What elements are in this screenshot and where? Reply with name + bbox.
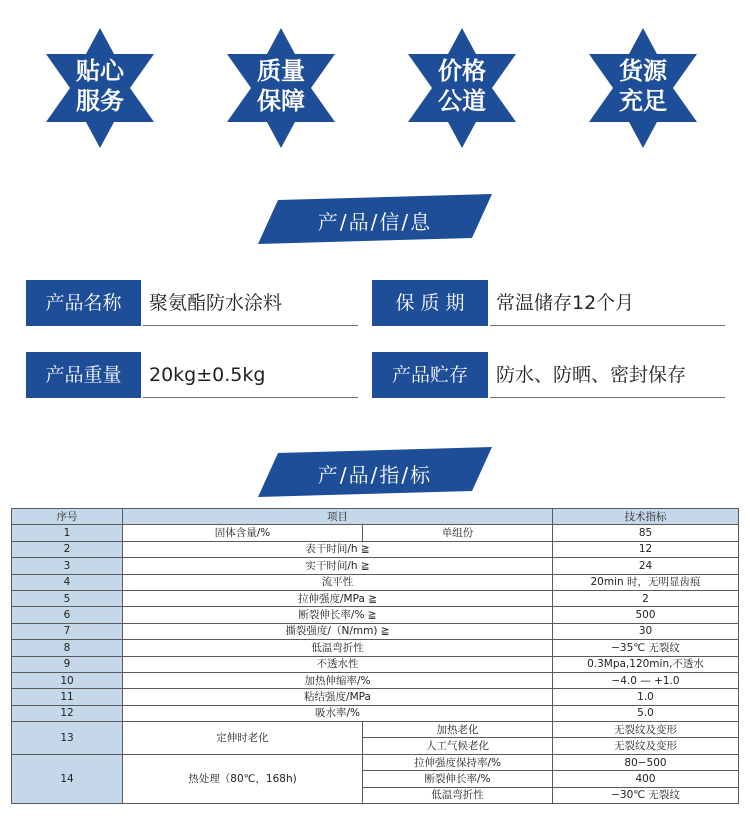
badge-line2: 充足 — [619, 87, 667, 115]
row-value: 20min 时，无明显齿痕 — [553, 574, 739, 590]
table-row — [12, 754, 739, 770]
row-sub-item: 断裂伸长率/% — [363, 771, 553, 787]
row-value: 400 — [553, 771, 739, 787]
info-value: 防水、防晒、密封保存 — [490, 352, 725, 398]
row-item: 固体含量/% — [123, 525, 363, 541]
table-row — [12, 607, 739, 623]
row-item: 拉伸强度/MPa ≧ — [123, 590, 553, 606]
row-item: 加热伸缩率/% — [123, 672, 553, 688]
info-section-title: 产/品/信/息 — [317, 210, 433, 234]
spec-section-header — [0, 447, 750, 497]
info-cell-shelf-life — [372, 280, 725, 326]
row-no: 3 — [12, 558, 123, 574]
row-no: 11 — [12, 689, 123, 705]
table-row — [12, 656, 739, 672]
row-value: 24 — [553, 558, 739, 574]
badge-supply — [583, 28, 703, 148]
table-row — [12, 574, 739, 590]
table-row — [12, 672, 739, 688]
row-sub-item: 低温弯折性 — [363, 787, 553, 803]
row-value: 2 — [553, 590, 739, 606]
row-item: 实干时间/h ≧ — [123, 558, 553, 574]
row-no: 8 — [12, 640, 123, 656]
table-row — [12, 689, 739, 705]
row-value: 5.0 — [553, 705, 739, 721]
row-item: 不透水性 — [123, 656, 553, 672]
table-row — [12, 525, 739, 541]
row-no: 5 — [12, 590, 123, 606]
info-label: 产品名称 — [26, 280, 141, 326]
header-no: 序号 — [12, 509, 123, 525]
row-no: 14 — [12, 754, 123, 803]
row-item: 撕裂强度/（N/mm) ≧ — [123, 623, 553, 639]
row-sub-item: 加热老化 — [363, 722, 553, 738]
badge-line1: 价格 — [438, 57, 486, 85]
service-badges — [0, 0, 750, 165]
table-row — [12, 722, 739, 738]
badge-service — [40, 28, 160, 148]
badge-line2: 保障 — [257, 87, 305, 115]
table-row — [12, 590, 739, 606]
row-item: 断裂伸长率/% ≧ — [123, 607, 553, 623]
table-row — [12, 623, 739, 639]
info-value: 常温储存12个月 — [490, 280, 725, 326]
row-value: 30 — [553, 623, 739, 639]
row-value: 500 — [553, 607, 739, 623]
table-row — [12, 558, 739, 574]
row-no: 12 — [12, 705, 123, 721]
badge-line2: 服务 — [76, 87, 124, 115]
row-value: 80−500 — [553, 754, 739, 770]
row-item: 流平性 — [123, 574, 553, 590]
row-value: 无裂纹及变形 — [553, 738, 739, 754]
table-row — [12, 541, 739, 557]
header-item: 项目 — [123, 509, 553, 525]
info-cell-weight — [26, 352, 358, 398]
spec-section-title: 产/品/指/标 — [317, 463, 433, 487]
row-item: 热处理（80℃，168h) — [123, 754, 363, 803]
row-value: −30℃ 无裂纹 — [553, 787, 739, 803]
table-header-row — [12, 509, 739, 525]
info-label: 产品重量 — [26, 352, 141, 398]
info-cell-name — [26, 280, 358, 326]
row-no: 9 — [12, 656, 123, 672]
row-no: 2 — [12, 541, 123, 557]
spec-table — [11, 508, 739, 804]
row-no: 10 — [12, 672, 123, 688]
badge-line2: 公道 — [438, 87, 486, 115]
row-item: 定伸时老化 — [123, 722, 363, 755]
header-value: 技术指标 — [553, 509, 739, 525]
row-no: 4 — [12, 574, 123, 590]
row-value: −35℃ 无裂纹 — [553, 640, 739, 656]
info-label: 保 质 期 — [372, 280, 488, 326]
row-value: −4.0 — +1.0 — [553, 672, 739, 688]
table-row — [12, 705, 739, 721]
row-no: 7 — [12, 623, 123, 639]
info-cell-storage — [372, 352, 725, 398]
row-value: 0.3Mpa,120min,不透水 — [553, 656, 739, 672]
badge-line1: 货源 — [619, 57, 667, 85]
row-no: 13 — [12, 722, 123, 755]
row-no: 1 — [12, 525, 123, 541]
info-value: 聚氨酯防水涂料 — [143, 280, 358, 326]
table-row — [12, 640, 739, 656]
badge-quality — [221, 28, 341, 148]
row-value: 无裂纹及变形 — [553, 722, 739, 738]
row-item: 吸水率/% — [123, 705, 553, 721]
info-section-header — [0, 194, 750, 244]
badge-price — [402, 28, 522, 148]
row-item: 粘结强度/MPa — [123, 689, 553, 705]
row-item: 表干时间/h ≧ — [123, 541, 553, 557]
row-value: 1.0 — [553, 689, 739, 705]
row-sub-item: 拉伸强度保持率/% — [363, 754, 553, 770]
row-no: 6 — [12, 607, 123, 623]
info-label: 产品贮存 — [372, 352, 488, 398]
row-sub-item: 单组份 — [363, 525, 553, 541]
badge-line1: 质量 — [257, 57, 305, 85]
badge-line1: 贴心 — [76, 57, 124, 85]
info-value: 20kg±0.5kg — [143, 352, 358, 398]
row-value: 12 — [553, 541, 739, 557]
row-value: 85 — [553, 525, 739, 541]
row-sub-item: 人工气候老化 — [363, 738, 553, 754]
row-item: 低温弯折性 — [123, 640, 553, 656]
